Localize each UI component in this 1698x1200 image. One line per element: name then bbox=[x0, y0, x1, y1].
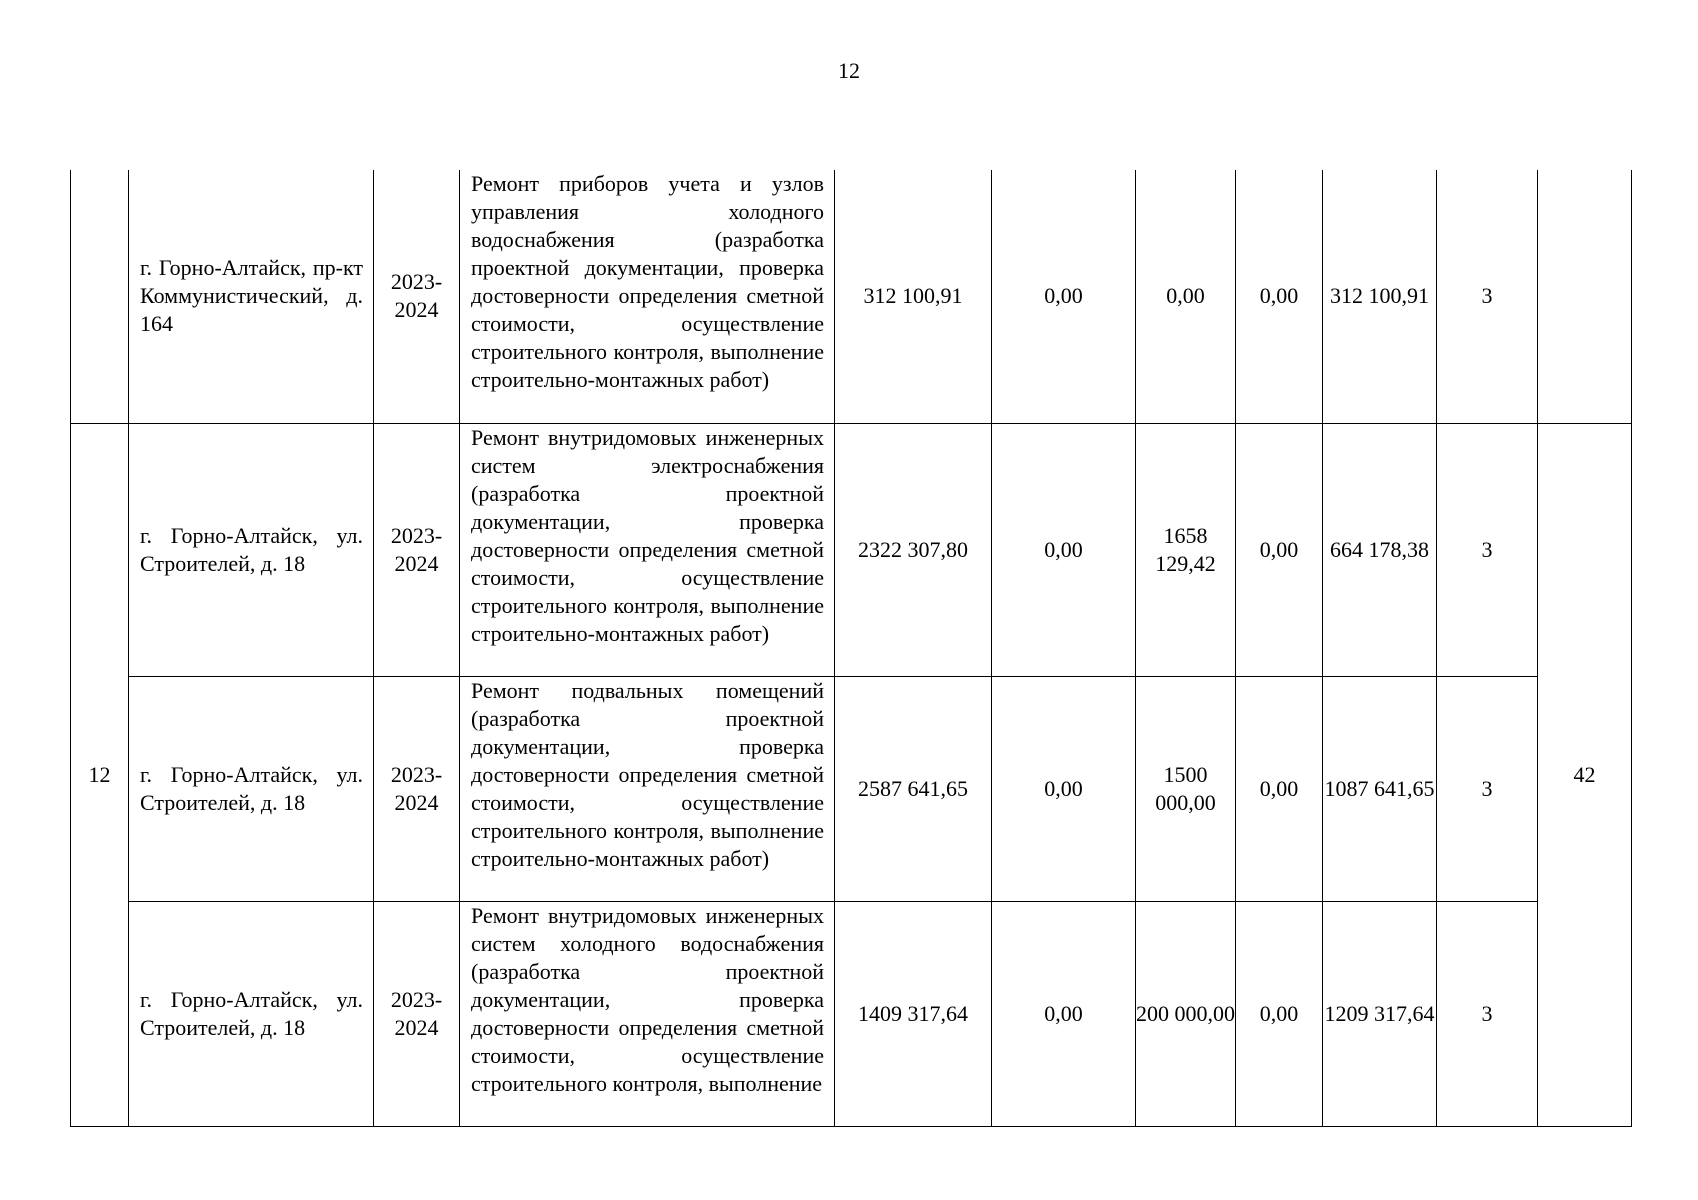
group-number-cell-empty bbox=[71, 170, 129, 423]
period-cell: 2023-2024 bbox=[374, 676, 460, 901]
fund-3-cell: 0,00 bbox=[1236, 170, 1323, 423]
work-description-cell: Ремонт подвальных помещений (разработка проектной документации, проверка достоверности определения сметной стоимости, осуществление строительного контроля, выполнение строительно-монтажных работ) bbox=[460, 676, 835, 901]
cost-cell: 2587 641,65 bbox=[835, 676, 992, 901]
fund-2-cell: 1500 000,00 bbox=[1136, 676, 1236, 901]
fund-1-cell: 0,00 bbox=[992, 676, 1136, 901]
period-cell: 2023-2024 bbox=[374, 423, 460, 676]
fund-1-cell: 0,00 bbox=[992, 901, 1136, 1126]
fund-1-cell: 0,00 bbox=[992, 423, 1136, 676]
work-description-cell: Ремонт внутридомовых инженерных систем электроснабжения (разработка проектной документации, проверка достоверности определения сметной стоимости, осуществление строительного контроля, выполнение строительно-монтажных работ) bbox=[460, 423, 835, 676]
group-total-cell: 42 bbox=[1538, 423, 1632, 1126]
address-cell: г. Горно-Алтайск, пр-кт Коммунистический, д. 164 bbox=[129, 170, 374, 423]
work-description-cell: Ремонт приборов учета и узлов управления холодного водоснабжения (разработка проектной документации, проверка достоверности определения сметной стоимости, осуществление строительного контроля, выполнение строительно-монтажных работ) bbox=[460, 170, 835, 423]
period-cell: 2023-2024 bbox=[374, 170, 460, 423]
cost-cell: 2322 307,80 bbox=[835, 423, 992, 676]
address-cell: г. Горно-Алтайск, ул. Строителей, д. 18 bbox=[129, 423, 374, 676]
repair-works-table bbox=[70, 170, 1632, 1127]
fund-1-cell: 0,00 bbox=[992, 170, 1136, 423]
fund-2-cell: 200 000,00 bbox=[1136, 901, 1236, 1126]
table-row bbox=[71, 423, 1632, 676]
fund-4-cell: 1209 317,64 bbox=[1323, 901, 1437, 1126]
address-cell: г. Горно-Алтайск, ул. Строителей, д. 18 bbox=[129, 901, 374, 1126]
page-number: 12 bbox=[838, 58, 860, 83]
fund-3-cell: 0,00 bbox=[1236, 423, 1323, 676]
work-description-cell: Ремонт внутридомовых инженерных систем холодного водоснабжения (разработка проектной документации, проверка достоверности определения сметной стоимости, осуществление строительного контроля, выполнение bbox=[460, 901, 835, 1126]
fund-2-cell: 0,00 bbox=[1136, 170, 1236, 423]
fund-2-cell: 1658 129,42 bbox=[1136, 423, 1236, 676]
table-row bbox=[71, 170, 1632, 423]
fund-3-cell: 0,00 bbox=[1236, 901, 1323, 1126]
period-cell: 2023-2024 bbox=[374, 901, 460, 1126]
group-total-cell-empty bbox=[1538, 170, 1632, 423]
fund-4-cell: 1087 641,65 bbox=[1323, 676, 1437, 901]
address-cell: г. Горно-Алтайск, ул. Строителей, д. 18 bbox=[129, 676, 374, 901]
fund-4-cell: 664 178,38 bbox=[1323, 423, 1437, 676]
fund-3-cell: 0,00 bbox=[1236, 676, 1323, 901]
table-row bbox=[71, 901, 1632, 1126]
term-cell: 3 bbox=[1437, 901, 1538, 1126]
table-row bbox=[71, 676, 1632, 901]
term-cell: 3 bbox=[1437, 170, 1538, 423]
term-cell: 3 bbox=[1437, 676, 1538, 901]
fund-4-cell: 312 100,91 bbox=[1323, 170, 1437, 423]
cost-cell: 312 100,91 bbox=[835, 170, 992, 423]
group-number-cell: 12 bbox=[71, 423, 129, 1126]
term-cell: 3 bbox=[1437, 423, 1538, 676]
cost-cell: 1409 317,64 bbox=[835, 901, 992, 1126]
